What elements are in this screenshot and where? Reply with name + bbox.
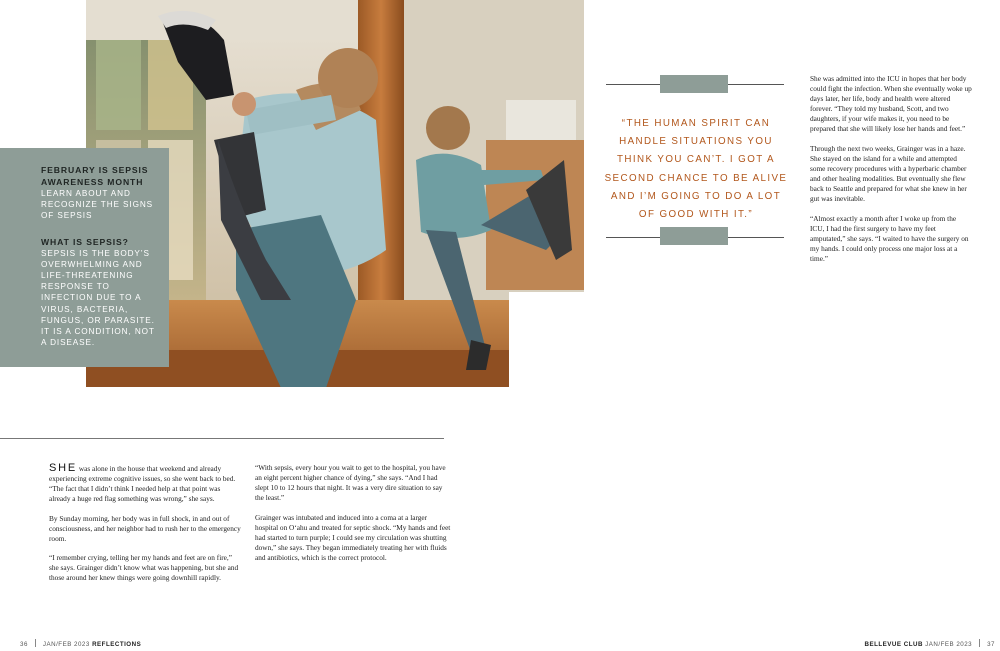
sidebar-heading-what-is: WHAT IS SEPSIS?: [41, 236, 129, 247]
article-paragraph: She was admitted into the ICU in hopes that her body could fight the infection. When she eventually woke up days later, her life, body and health were altered forever. “They told my husband, Scott, and two daughters, if your wife makes it, you need to be prepared that she will likely lose her hands and feet.”: [810, 74, 972, 134]
folio-separator: [35, 639, 36, 647]
folio-left: [20, 639, 141, 648]
pull-quote: “THE HUMAN SPIRIT CAN HANDLE SITUATIONS YOU THINK YOU CAN’T. I GOT A SECOND CHANCE TO BE ALIVE AND I’M GOING TO DO A LOT OF GOOD WITH IT.”: [604, 118, 788, 221]
article-column-3: [810, 74, 972, 273]
magazine-name-left: REFLECTIONS: [92, 641, 142, 648]
section-divider: [0, 438, 444, 439]
sidebar-heading-awareness: FEBRUARY IS SEPSIS AWARENESS MONTH: [41, 165, 149, 187]
article-paragraph: “I remember crying, telling her my hands and feet are on fire,” she says. Grainger didn’t know what was happening, but she and those around her knew things were going downhill rapidly.: [49, 553, 239, 583]
lead-word: SHE: [49, 462, 78, 474]
article-paragraph: “Almost exactly a month after I woke up from the ICU, I had the first surgery to have my feet amputated,” she says. “I waited to have the surgery on my hands. I could only process one major loss at a time.”: [810, 213, 969, 263]
folio-separator: [979, 639, 980, 647]
issue-date-left: JAN/FEB 2023: [42, 641, 90, 648]
folio-right: [865, 639, 995, 648]
issue-date-right: JAN/FEB 2023: [925, 641, 973, 648]
article-paragraph: Grainger was intubated and induced into a coma at a larger hospital on O‘ahu and treated for septic shock. “My hands and feet had started to turn purple; I could see my circulation was shutting down,” she says. They began immediately treating her with fluids and antibiotics, which is the correct protocol.: [255, 512, 451, 562]
magazine-name-right: BELLEVUE CLUB: [864, 641, 923, 648]
article-column-1: [49, 463, 241, 593]
sepsis-sidebar: [0, 148, 169, 367]
page-number-left: 36: [20, 641, 28, 648]
article-paragraph: “With sepsis, every hour you wait to get to the hospital, you have an eight percent higher chance of dying,” she says. “And I had slept 10 to 12 hours that night. It was a very dire situation to say the least.”: [255, 463, 446, 503]
article-paragraph: By Sunday morning, her body was in full shock, in and out of consciousness, and her neighbor had to rush her to the emergency room.: [49, 513, 241, 543]
pull-quote-accent-top: [660, 75, 728, 93]
article-column-2: [255, 463, 451, 572]
article-paragraph: Through the next two weeks, Grainger was in a haze. She stayed on the island for a while and attempted some recovery procedures with a hyperbaric chamber and other healing modalities. But eventually she flew back to Seattle and prepared for what she knew in her gut was inevitable.: [810, 143, 967, 204]
article-paragraph: SHE was alone in the house that weekend and already experiencing extreme cognitive issues, so she went back to bed. “The fact that I didn’t think I needed help at that point was already a huge red flag something was wrong,” she says.: [49, 462, 236, 504]
sidebar-text-definition: SEPSIS IS THE BODY’S OVERWHELMING AND LIFE-THREATENING RESPONSE TO INFECTION DUE TO A VIRUS, BACTERIA, FUNGUS, OR PARASITE. IT IS A CONDITION, NOT A DISEASE.: [41, 248, 155, 348]
sidebar-text-learn: LEARN ABOUT AND RECOGNIZE THE SIGNS OF SEPSIS: [41, 189, 154, 221]
pull-quote-accent-bottom: [660, 227, 728, 245]
page-number-right: 37: [987, 641, 995, 648]
